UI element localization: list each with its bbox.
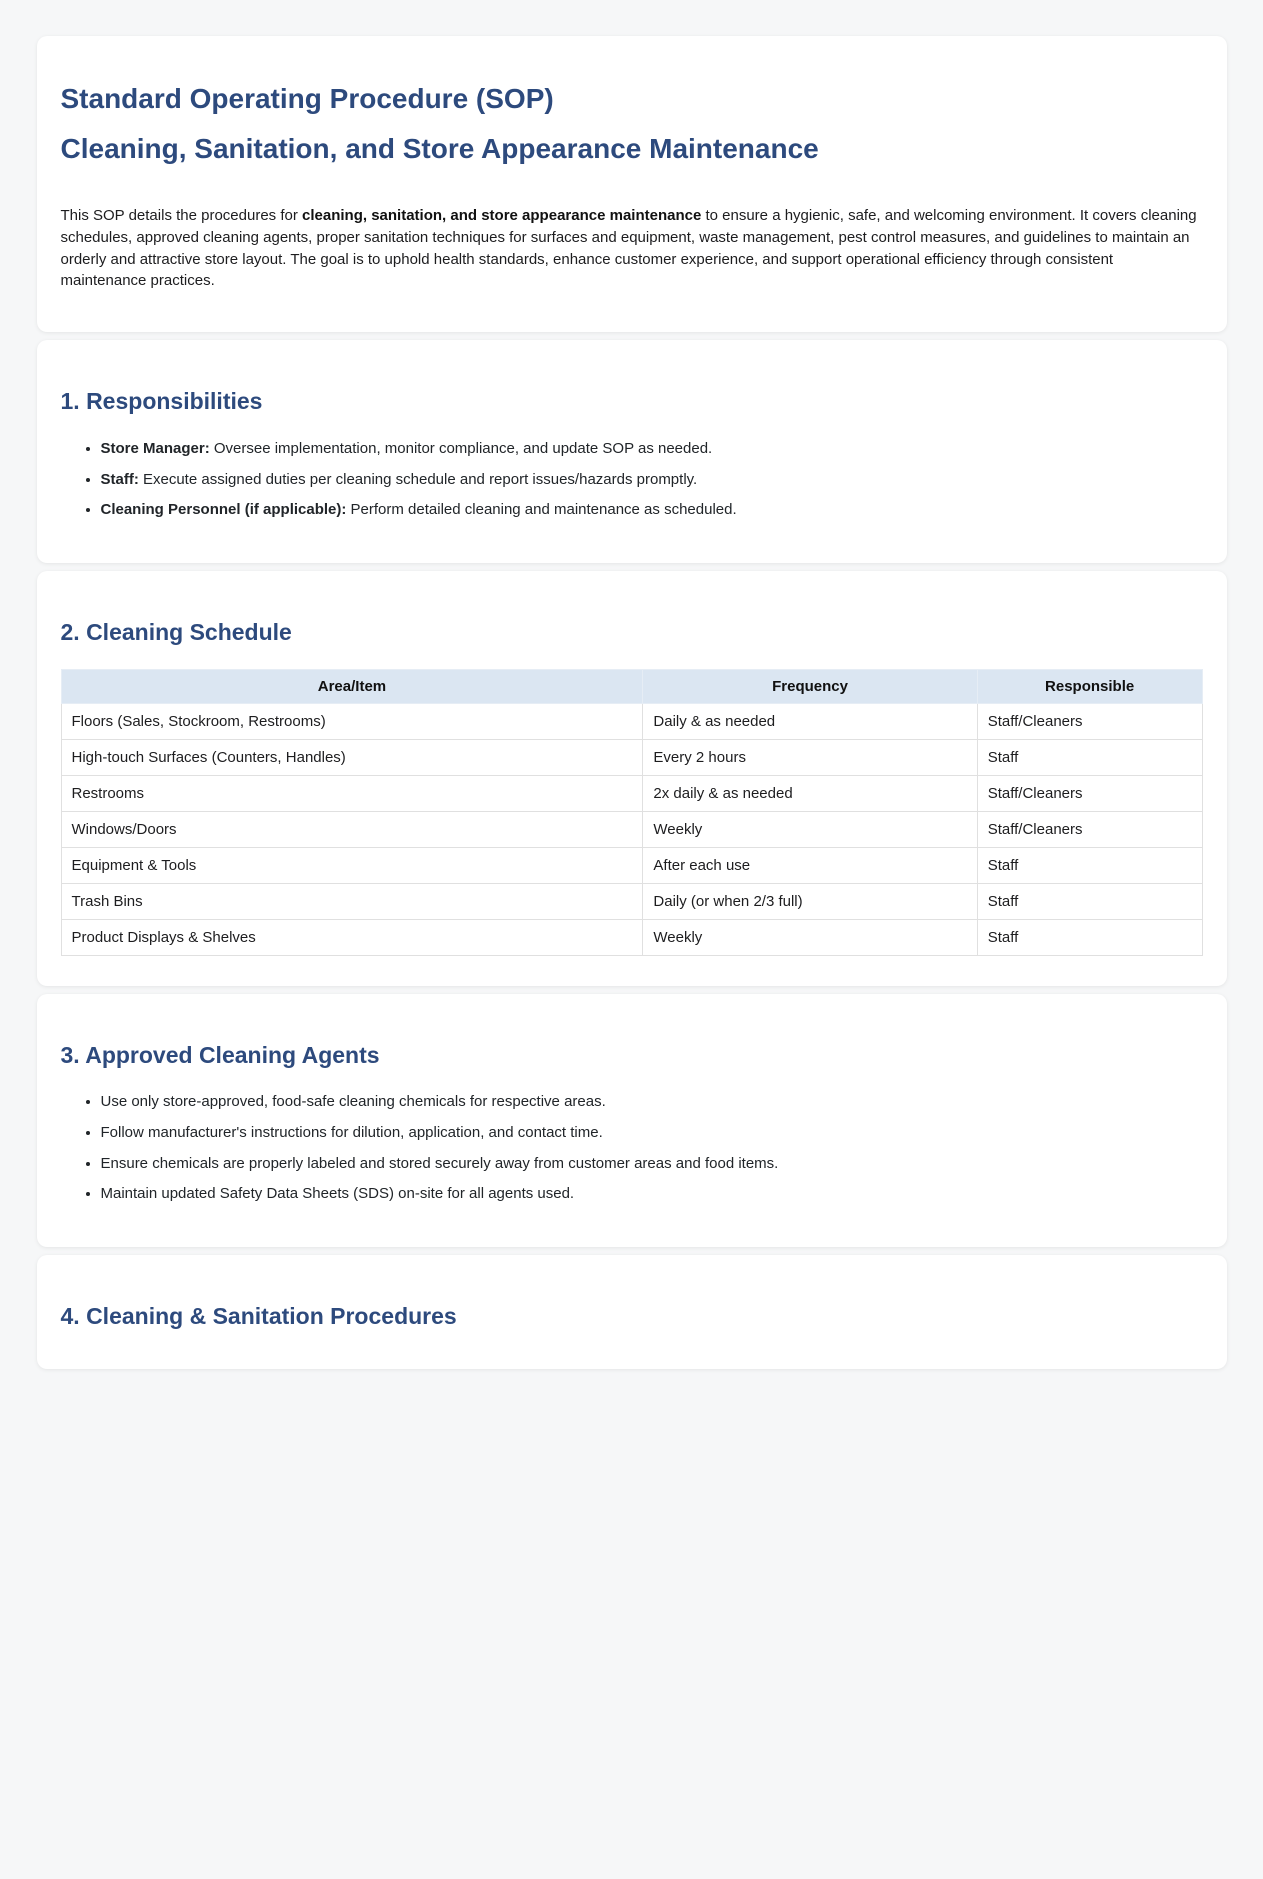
table-row — [61, 775, 1202, 811]
list-item — [101, 469, 1203, 491]
list-item-lead: Staff: — [100, 470, 139, 488]
list-item-lead: Store Manager: — [100, 439, 210, 457]
table-cell-responsible: Staff/Cleaners — [977, 703, 1202, 739]
list-item — [101, 438, 1203, 460]
responsibilities-card — [37, 340, 1227, 563]
list-item: • Use only store-approved, food-safe cleaning chemicals for respective areas. — [101, 1091, 1203, 1113]
intro-text-pre: This SOP details the procedures for — [60, 207, 303, 225]
table-cell-frequency: Weekly — [643, 811, 977, 847]
intro-text-bold: cleaning, sanitation, and store appearance maintenance — [302, 207, 702, 225]
table-header-cell: Responsible — [977, 669, 1202, 703]
table-row — [61, 811, 1202, 847]
table-cell-area: Trash Bins — [61, 883, 643, 919]
table-header-row — [61, 669, 1202, 703]
table-row — [61, 703, 1202, 739]
procedures-card — [37, 1255, 1227, 1369]
header-card — [37, 36, 1227, 332]
table-header-cell: Area/Item — [61, 669, 643, 703]
table-header-cell: Frequency — [643, 669, 977, 703]
table-cell-area: Floors (Sales, Stockroom, Restrooms) — [61, 703, 643, 739]
table-cell-frequency: 2x daily & as needed — [643, 775, 977, 811]
table-cell-area: High-touch Surfaces (Counters, Handles) — [61, 739, 643, 775]
section-heading-procedures: 4. Cleaning & Sanitation Procedures — [60, 1303, 457, 1330]
table-row — [61, 739, 1202, 775]
list-item: • Maintain updated Safety Data Sheets (SDS) on-site for all agents used. — [101, 1183, 1203, 1205]
table-cell-responsible: Staff — [977, 883, 1202, 919]
list-item — [101, 499, 1203, 521]
document-page — [37, 0, 1227, 1369]
list-item: • Follow manufacturer's instructions for dilution, application, and contact time. — [101, 1122, 1203, 1144]
table-row — [61, 919, 1202, 955]
agents-card — [37, 994, 1227, 1248]
intro-paragraph — [61, 205, 1203, 292]
section-heading-schedule: 2. Cleaning Schedule — [60, 619, 292, 646]
intro-text-post: to ensure a hygienic, safe, and welcoming environment. It covers cleaning schedules, approved cleaning agents, proper sanitation techniques for surfaces and equipment, waste management, pest control measures, and guidelines to maintain an orderly and attractive store layout. The goal is to uphold health standards, enhance customer experience, and support operational efficiency through consistent maintenance practices. — [60, 207, 1197, 290]
section-heading-responsibilities: 1. Responsibilities — [60, 388, 263, 415]
table-row — [61, 847, 1202, 883]
list-item-text: Execute assigned duties per cleaning schedule and report issues/hazards promptly. — [138, 470, 698, 488]
table-cell-responsible: Staff/Cleaners — [977, 811, 1202, 847]
table-cell-frequency: After each use — [643, 847, 977, 883]
table-cell-area: Equipment & Tools — [61, 847, 643, 883]
page-subtitle: Cleaning, Sanitation, and Store Appearance Maintenance — [60, 132, 819, 164]
list-item-text: Perform detailed cleaning and maintenance as scheduled. — [346, 501, 737, 519]
table-cell-frequency: Every 2 hours — [643, 739, 977, 775]
agents-list — [61, 1091, 1203, 1205]
page-title: Standard Operating Procedure (SOP) — [60, 83, 554, 114]
list-item-lead: Cleaning Personnel (if applicable): — [100, 501, 347, 519]
table-cell-frequency: Weekly — [643, 919, 977, 955]
table-cell-area: Product Displays & Shelves — [61, 919, 643, 955]
schedule-card — [37, 571, 1227, 986]
table-cell-responsible: Staff — [977, 847, 1202, 883]
table-cell-frequency: Daily (or when 2/3 full) — [643, 883, 977, 919]
list-item-text: Oversee implementation, monitor compliance, and update SOP as needed. — [209, 439, 713, 457]
table-row — [61, 883, 1202, 919]
table-cell-area: Windows/Doors — [61, 811, 643, 847]
table-cell-area: Restrooms — [61, 775, 643, 811]
list-item: • Ensure chemicals are properly labeled and stored securely away from customer areas and food items. — [101, 1153, 1203, 1175]
table-cell-responsible: Staff — [977, 919, 1202, 955]
table-cell-responsible: Staff — [977, 739, 1202, 775]
responsibilities-list — [61, 438, 1203, 521]
section-heading-agents: 3. Approved Cleaning Agents — [60, 1041, 380, 1068]
table-cell-responsible: Staff/Cleaners — [977, 775, 1202, 811]
cleaning-schedule-table — [61, 669, 1203, 956]
table-cell-frequency: Daily & as needed — [643, 703, 977, 739]
